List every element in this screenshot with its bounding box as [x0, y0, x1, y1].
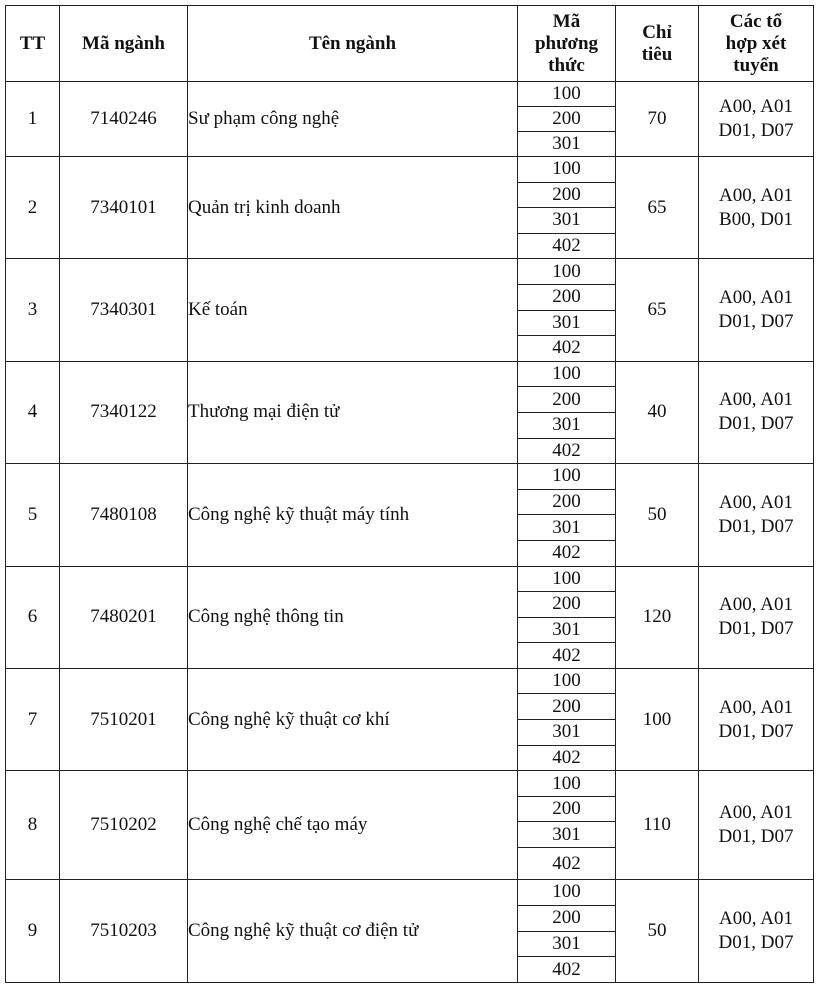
quota: 65: [616, 259, 699, 361]
table-row: [6, 157, 814, 183]
method-code: 200: [518, 107, 616, 132]
method-code: 100: [518, 361, 616, 387]
combination-line: A00, A01: [719, 96, 793, 117]
combination-line: D01, D07: [718, 413, 794, 435]
header-ma-pt-line-1: Mã: [552, 10, 581, 32]
table-row: [6, 464, 814, 490]
method-code: 200: [518, 182, 616, 208]
combination-line: A00, A01: [719, 287, 793, 309]
combination-line: D01, D07: [718, 618, 794, 640]
major-code: 7510202: [60, 771, 188, 880]
combination-line: A00, A01: [719, 491, 793, 513]
method-code: 100: [518, 259, 616, 285]
header-to-hop-line-1: Các tổ: [729, 10, 783, 32]
header-chi-tieu-line-1: Chỉ: [642, 21, 672, 43]
major-name: Thương mại điện tử: [188, 361, 518, 463]
method-code: 100: [518, 566, 616, 592]
admissions-table: [5, 5, 814, 983]
method-code: 301: [518, 720, 616, 746]
quota: 50: [616, 880, 699, 983]
major-name: Công nghệ kỹ thuật máy tính: [188, 464, 518, 566]
header-to-hop: [699, 6, 814, 82]
header-ma-pt-line-2: phương: [534, 32, 599, 54]
combination-line: A00, A01: [719, 696, 793, 718]
quota: 50: [616, 464, 699, 566]
quota: 100: [616, 668, 699, 770]
table-row: [6, 259, 814, 285]
method-code: 301: [518, 515, 616, 541]
combination-line: D01, D07: [718, 515, 794, 537]
header-ma-pt-line-3: thức: [548, 54, 585, 76]
subject-combinations: [699, 566, 814, 668]
combination-line: D01, D07: [718, 720, 794, 742]
major-code: 7140246: [60, 82, 188, 157]
combination-line: A00, A01: [719, 389, 793, 411]
method-code: 200: [518, 387, 616, 413]
row-number: 2: [6, 157, 60, 259]
subject-combinations: [699, 361, 814, 463]
header-chi-tieu-line-2: tiêu: [641, 43, 673, 65]
subject-combinations: [699, 880, 814, 983]
combination-line: A00, A01: [719, 184, 793, 206]
quota: 65: [616, 157, 699, 259]
header-to-hop-line-2: hợp xét: [725, 32, 787, 54]
quota: 70: [616, 82, 699, 157]
method-code: 402: [518, 540, 616, 566]
method-code: 200: [518, 284, 616, 310]
row-number: 9: [6, 880, 60, 983]
combination-line: A00, A01: [719, 802, 793, 824]
header-row: [6, 6, 814, 82]
quota: 120: [616, 566, 699, 668]
method-code: 100: [518, 464, 616, 490]
subject-combinations: [699, 771, 814, 880]
table-row: [6, 668, 814, 694]
method-code: 402: [518, 438, 616, 464]
table-row: [6, 566, 814, 592]
subject-combinations: [699, 82, 814, 157]
quota: 40: [616, 361, 699, 463]
major-name: Công nghệ chế tạo máy: [188, 771, 518, 880]
method-code: 301: [518, 617, 616, 643]
method-code: 200: [518, 905, 616, 931]
combination-line: D01, D07: [718, 826, 794, 848]
major-code: 7340101: [60, 157, 188, 259]
major-name: Quản trị kinh doanh: [188, 157, 518, 259]
combination-line: A00, A01: [719, 594, 793, 616]
method-code: 402: [518, 643, 616, 669]
header-to-hop-line-3: tuyển: [733, 54, 779, 76]
subject-combinations: [699, 464, 814, 566]
row-number: 6: [6, 566, 60, 668]
subject-combinations: [699, 157, 814, 259]
combination-line: D01, D07: [718, 120, 794, 141]
method-code: 100: [518, 157, 616, 183]
method-code: 301: [518, 208, 616, 234]
combination-line: A00, A01: [719, 908, 793, 930]
header-tt: TT: [6, 6, 60, 82]
subject-combinations: [699, 259, 814, 361]
major-code: 7510201: [60, 668, 188, 770]
major-code: 7340122: [60, 361, 188, 463]
method-code: 100: [518, 880, 616, 906]
method-code: 301: [518, 310, 616, 336]
header-ma-nganh: Mã ngành: [60, 6, 188, 82]
major-name: Công nghệ kỹ thuật cơ khí: [188, 668, 518, 770]
major-name: Công nghệ thông tin: [188, 566, 518, 668]
row-number: 3: [6, 259, 60, 361]
major-name: Công nghệ kỹ thuật cơ điện tử: [188, 880, 518, 983]
major-code: 7480201: [60, 566, 188, 668]
major-code: 7480108: [60, 464, 188, 566]
table-row: [6, 361, 814, 387]
method-code: 200: [518, 592, 616, 618]
method-code: 200: [518, 489, 616, 515]
table-row: [6, 880, 814, 906]
method-code: 301: [518, 132, 616, 157]
combination-line: D01, D07: [718, 932, 794, 954]
header-ten-nganh: Tên ngành: [188, 6, 518, 82]
major-name: Kế toán: [188, 259, 518, 361]
method-code: 200: [518, 796, 616, 822]
method-code: 402: [518, 745, 616, 771]
major-code: 7510203: [60, 880, 188, 983]
row-number: 8: [6, 771, 60, 880]
method-code: 402: [518, 848, 616, 880]
combination-line: B00, D01: [719, 208, 793, 230]
table-row: [6, 82, 814, 107]
header-ma-phuong-thuc: [518, 6, 616, 82]
combination-line: D01, D07: [718, 311, 794, 333]
method-code: 402: [518, 336, 616, 362]
method-code: 100: [518, 771, 616, 797]
table-row: [6, 771, 814, 797]
major-code: 7340301: [60, 259, 188, 361]
row-number: 5: [6, 464, 60, 566]
row-number: 7: [6, 668, 60, 770]
major-name: Sư phạm công nghệ: [188, 82, 518, 157]
method-code: 100: [518, 82, 616, 107]
method-code: 402: [518, 957, 616, 983]
subject-combinations: [699, 668, 814, 770]
table-body: [6, 82, 814, 983]
method-code: 301: [518, 412, 616, 438]
method-code: 301: [518, 822, 616, 848]
method-code: 200: [518, 694, 616, 720]
quota: 110: [616, 771, 699, 880]
row-number: 1: [6, 82, 60, 157]
method-code: 301: [518, 931, 616, 957]
method-code: 402: [518, 233, 616, 259]
header-chi-tieu: [616, 6, 699, 82]
method-code: 100: [518, 668, 616, 694]
row-number: 4: [6, 361, 60, 463]
